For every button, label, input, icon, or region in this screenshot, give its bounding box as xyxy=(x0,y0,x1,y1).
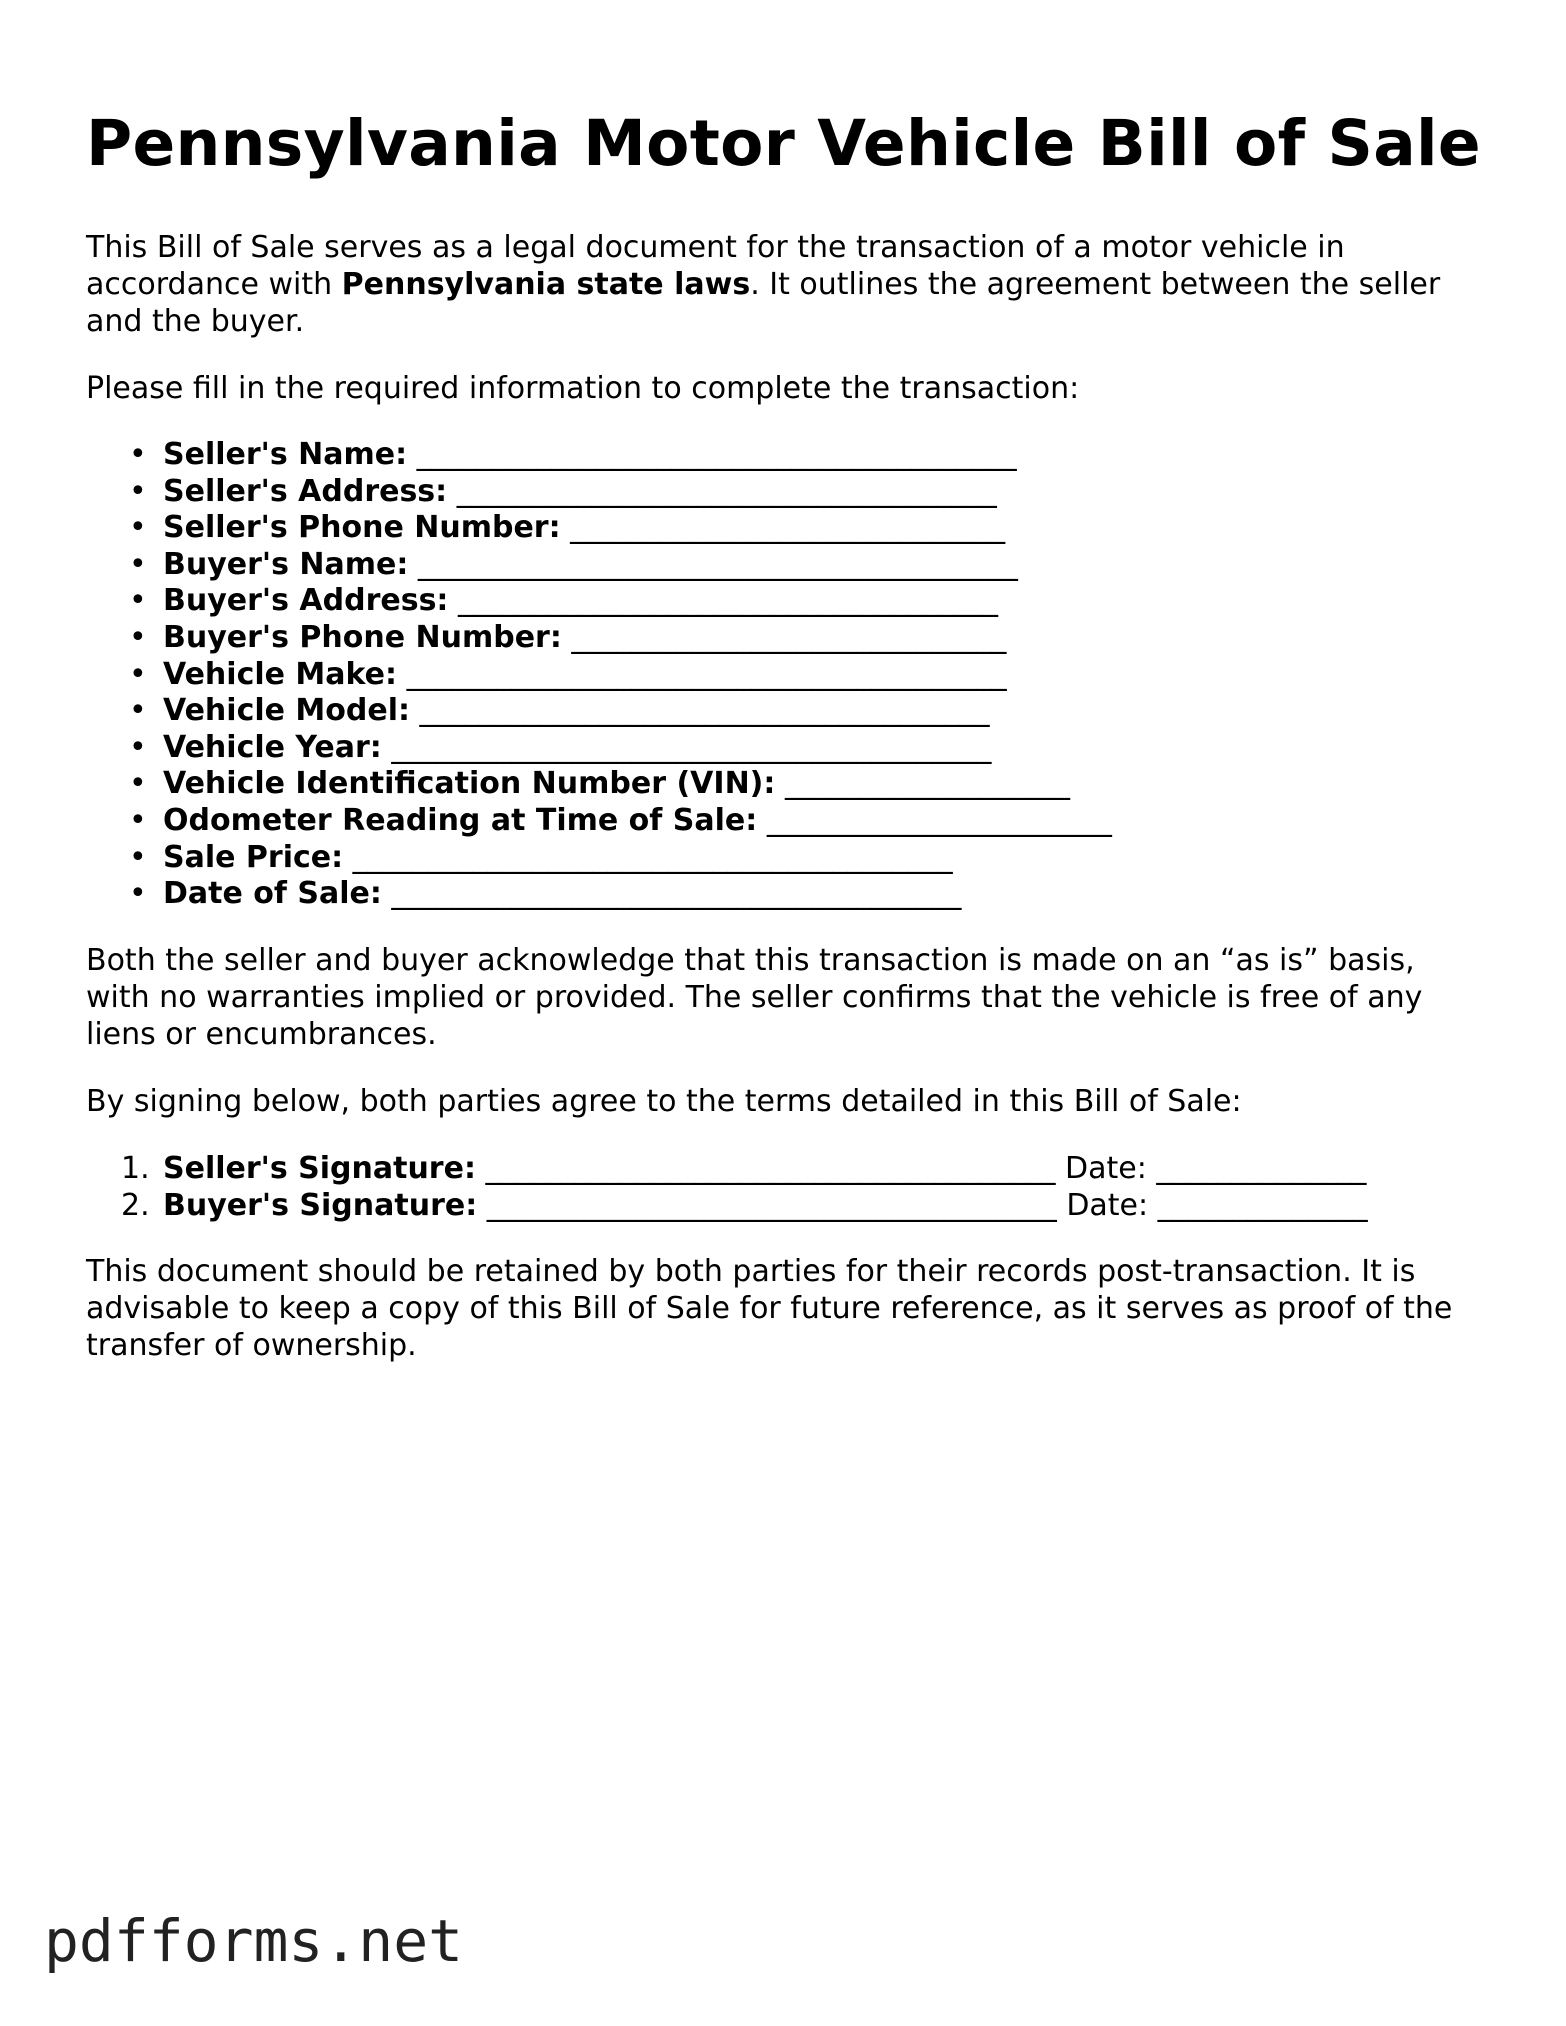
intro-bold-laws: Pennsylvania state laws xyxy=(341,267,751,302)
document-title: Pennsylvania Motor Vehicle Bill of Sale xyxy=(86,107,1481,180)
field-buyers-name xyxy=(163,547,1486,584)
field-blank[interactable]: _______________________ xyxy=(766,802,1112,838)
field-blank[interactable]: _____________________________ xyxy=(571,619,1007,655)
field-date-of-sale xyxy=(163,876,1486,913)
buyer-signature-row xyxy=(121,1187,1486,1224)
watermark-text: pdfforms.net xyxy=(44,1907,464,1975)
field-sellers-phone xyxy=(163,510,1486,547)
field-buyers-address xyxy=(163,583,1486,620)
field-label: Odometer Reading at Time of Sale: xyxy=(163,802,758,838)
field-blank[interactable]: ___________________ xyxy=(784,766,1070,802)
intro-text-end: . It outlines the agreement between the seller and the buyer. xyxy=(86,267,1441,339)
field-blank[interactable]: ________________________________________ xyxy=(352,839,953,875)
field-blank[interactable]: ________________________________________ xyxy=(416,437,1017,472)
field-label: Vehicle Model: xyxy=(163,693,410,729)
intro-paragraph xyxy=(86,229,1486,340)
field-label: Buyer's Address: xyxy=(163,583,449,619)
field-vehicle-year xyxy=(163,730,1486,767)
retention-paragraph: This document should be retained by both parties for their records post-transaction. It is advisable to keep a copy of this Bill of Sale for future reference, as it serves as proof of the transfer of ownership. xyxy=(86,1253,1453,1363)
seller-signature-row xyxy=(121,1150,1486,1187)
field-vehicle-make xyxy=(163,657,1486,694)
signature-blank[interactable]: ______________________________________ xyxy=(486,1187,1057,1223)
field-blank[interactable]: ________________________________________ xyxy=(417,546,1018,582)
date-label: Date: xyxy=(1066,1187,1149,1223)
field-buyers-phone xyxy=(163,620,1486,657)
field-sale-price xyxy=(163,840,1486,877)
field-blank[interactable]: ________________________________________ xyxy=(406,656,1007,692)
field-vehicle-model xyxy=(163,693,1486,730)
document-page xyxy=(86,100,1486,1364)
signature-label: Buyer's Signature: xyxy=(163,1187,478,1223)
field-blank[interactable]: ______________________________________ xyxy=(391,876,962,912)
transaction-fields-list xyxy=(86,437,1486,913)
field-vehicle-vin xyxy=(163,766,1486,803)
field-label: Vehicle Make: xyxy=(163,656,398,692)
field-label: Seller's Address: xyxy=(163,473,448,509)
signature-blank[interactable]: ______________________________________ xyxy=(485,1150,1056,1186)
field-label: Seller's Phone Number: xyxy=(163,510,561,546)
field-label: Buyer's Phone Number: xyxy=(163,619,562,655)
signature-list xyxy=(86,1150,1486,1224)
signature-label: Seller's Signature: xyxy=(163,1150,476,1186)
list-number: 2. xyxy=(121,1187,150,1223)
field-label: Vehicle Year: xyxy=(163,729,382,765)
field-label: Seller's Name: xyxy=(163,437,408,472)
field-blank[interactable]: ______________________________________ xyxy=(419,693,990,729)
date-blank[interactable]: ______________ xyxy=(1156,1150,1367,1186)
field-label: Buyer's Name: xyxy=(163,546,409,582)
field-blank[interactable]: ____________________________________ xyxy=(456,473,997,509)
field-odometer-reading xyxy=(163,803,1486,840)
as-is-paragraph: Both the seller and buyer acknowledge that this transaction is made on an “as is” basis, with no warranties implied or provided. The seller confirms that the vehicle is free of any liens or encumbrances. xyxy=(86,942,1423,1052)
instruction-paragraph: Please fill in the required information to complete the transaction: xyxy=(86,371,1080,406)
date-label: Date: xyxy=(1065,1150,1147,1186)
field-blank[interactable]: _____________________________ xyxy=(570,510,1006,546)
list-number: 1. xyxy=(121,1150,150,1186)
field-blank[interactable]: ____________________________________ xyxy=(457,583,998,619)
signing-agreement-paragraph: By signing below, both parties agree to the terms detailed in this Bill of Sale: xyxy=(86,1083,1242,1119)
field-blank[interactable]: ________________________________________ xyxy=(391,729,992,765)
field-sellers-address xyxy=(163,474,1486,511)
date-blank[interactable]: ______________ xyxy=(1157,1187,1368,1223)
field-sellers-name xyxy=(163,437,1486,474)
intro-text-start: This Bill of Sale serves as a legal document for the transaction of a motor vehicle in accordance with xyxy=(86,230,1345,302)
field-label: Sale Price: xyxy=(163,839,344,875)
field-label: Vehicle Identification Number (VIN): xyxy=(163,766,776,802)
field-label: Date of Sale: xyxy=(163,876,382,912)
